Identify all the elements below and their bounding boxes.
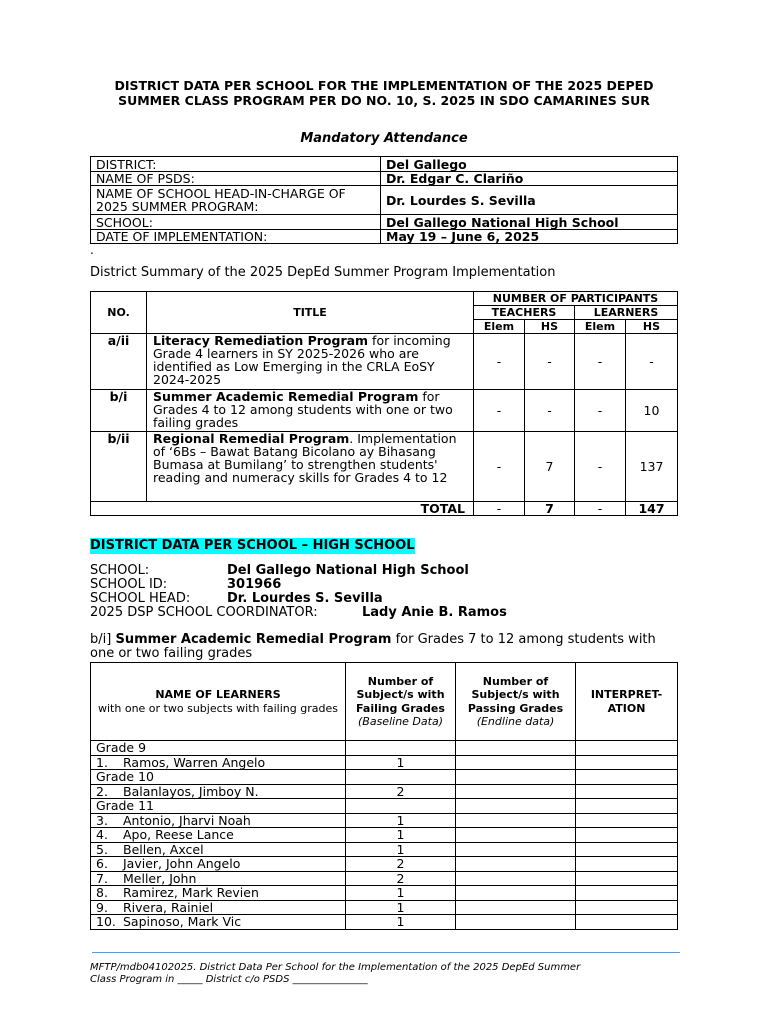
- col-header-teachers: TEACHERS: [474, 306, 575, 320]
- info-value: Dr. Edgar C. Clariño: [381, 172, 678, 186]
- info-label: DISTRICT:: [91, 157, 381, 172]
- teachers-elem: -: [474, 432, 525, 502]
- col-header-hs: HS: [525, 320, 575, 334]
- col-header-interpretation: [576, 663, 678, 741]
- school-id-label: SCHOOL ID:: [90, 577, 168, 592]
- failing-count: 1: [346, 886, 456, 901]
- failing-count: 1: [346, 915, 456, 930]
- failing-count: 2: [346, 857, 456, 872]
- empty-cell: [576, 741, 678, 756]
- learner-number: 5.: [96, 841, 108, 857]
- learner-number: 7.: [96, 870, 108, 886]
- interpretation-cell: [576, 900, 678, 915]
- teachers-elem: -: [474, 390, 525, 432]
- learner-number: 10.: [96, 914, 116, 929]
- table-row: [91, 432, 678, 502]
- learner-name: Meller, John: [123, 870, 197, 886]
- interpretation-cell: [576, 755, 678, 770]
- failing-count: 1: [346, 842, 456, 857]
- interpretation-cell: [576, 857, 678, 872]
- info-value: Dr. Lourdes S. Sevilla: [381, 186, 678, 215]
- total-teachers-elem: -: [474, 502, 525, 516]
- school-head-label: SCHOOL HEAD:: [90, 591, 191, 606]
- learner-number: 4.: [96, 827, 108, 842]
- footer-divider: [92, 952, 680, 953]
- table-row: [91, 172, 678, 186]
- col-header-passing: [456, 663, 576, 741]
- learner-number: 1.: [96, 754, 108, 770]
- passing-count: [456, 813, 576, 828]
- col-header-elem: Elem: [474, 320, 525, 334]
- empty-cell: [576, 799, 678, 814]
- document-subtitle: Mandatory Attendance: [300, 131, 468, 146]
- learner-name-cell: [91, 755, 346, 770]
- learner-name: Sapinoso, Mark Vic: [123, 914, 242, 929]
- school-id-value: 301966: [227, 577, 282, 592]
- learner-name: Apo, Reese Lance: [123, 827, 234, 842]
- program-title: [147, 390, 474, 432]
- failing-count: 1: [346, 828, 456, 843]
- school-head-value: Dr. Lourdes S. Sevilla: [227, 591, 383, 606]
- info-label: SCHOOL:: [91, 215, 381, 230]
- table-row: [91, 334, 678, 390]
- info-value: Del Gallego: [381, 157, 678, 172]
- learner-name-cell: [91, 886, 346, 901]
- table-row: [91, 215, 678, 230]
- learner-name: Javier, John Angelo: [123, 856, 241, 871]
- learner-row: [91, 900, 678, 915]
- learner-row: [91, 755, 678, 770]
- summary-heading: District Summary of the 2025 DepEd Summer Program Implementation: [90, 265, 556, 280]
- empty-cell: [346, 741, 456, 756]
- learners-elem: -: [575, 390, 626, 432]
- info-label: NAME OF SCHOOL HEAD-IN-CHARGE OF 2025 SUMMER PROGRAM:: [91, 186, 381, 215]
- learner-row: [91, 857, 678, 872]
- learners-elem: -: [575, 432, 626, 502]
- interpretation-cell: [576, 871, 678, 886]
- empty-cell: [456, 799, 576, 814]
- high-school-heading: DISTRICT DATA PER SCHOOL – HIGH SCHOOL: [90, 538, 415, 553]
- empty-cell: [576, 770, 678, 785]
- interpretation-cell: [576, 915, 678, 930]
- table-row: [91, 390, 678, 432]
- coordinator-value: Lady Anie B. Ramos: [362, 605, 507, 620]
- info-value: Del Gallego National High School: [381, 215, 678, 230]
- col-header-failing: [346, 663, 456, 741]
- table-row: [91, 292, 678, 306]
- interpretation-cell: [576, 784, 678, 799]
- program-title: [147, 334, 474, 390]
- learner-number: 9.: [96, 899, 108, 915]
- interpretation-cell: [576, 813, 678, 828]
- learner-row: [91, 813, 678, 828]
- grade-label: Grade 10: [91, 770, 346, 785]
- passing-count: [456, 886, 576, 901]
- empty-cell: [456, 741, 576, 756]
- row-number: b/i: [91, 390, 147, 432]
- learner-number: 3.: [96, 812, 108, 828]
- passing-count: [456, 784, 576, 799]
- learner-name-cell: [91, 828, 346, 843]
- failing-count: 1: [346, 813, 456, 828]
- col-header-participants: NUMBER OF PARTICIPANTS: [474, 292, 678, 306]
- interpretation-cell: [576, 828, 678, 843]
- total-label: TOTAL: [91, 502, 474, 516]
- grade-row: [91, 799, 678, 814]
- header-name-bold: NAME OF LEARNERS: [155, 688, 281, 701]
- learner-name: Bellen, Axcel: [123, 841, 204, 857]
- passing-count: [456, 871, 576, 886]
- learner-number: 2.: [96, 783, 108, 799]
- learners-table: [90, 662, 678, 930]
- row-number: a/ii: [91, 334, 147, 390]
- col-header-elem: Elem: [575, 320, 626, 334]
- table-row: [91, 230, 678, 244]
- program-name: Literacy Remediation Program: [153, 333, 369, 348]
- program-description: for incoming Grade 4 learners in SY 2025-2026 who are identified as Low Emerging in the CRLA EoSY 2024-2025: [153, 333, 451, 387]
- info-label: NAME OF PSDS:: [91, 172, 381, 186]
- learners-hs: 137: [626, 432, 678, 502]
- learner-row: [91, 828, 678, 843]
- grade-row: [91, 741, 678, 756]
- program-name: Summer Academic Remedial Program: [153, 389, 419, 404]
- stray-dot: .: [90, 243, 94, 257]
- program-title: [147, 432, 474, 502]
- header-failing-italic: (Baseline Data): [358, 715, 443, 728]
- school-value: Del Gallego National High School: [227, 563, 469, 578]
- learner-row: [91, 886, 678, 901]
- learner-name: Antonio, Jharvi Noah: [123, 812, 251, 828]
- summary-table: [90, 291, 678, 516]
- header-passing-italic: (Endline data): [476, 715, 555, 728]
- empty-cell: [346, 799, 456, 814]
- program-name: Regional Remedial Program: [153, 431, 350, 446]
- learners-hs: 10: [626, 390, 678, 432]
- info-value: May 19 – June 6, 2025: [381, 230, 678, 244]
- program-description-line: [90, 633, 678, 661]
- learner-row: [91, 784, 678, 799]
- interpretation-cell: [576, 886, 678, 901]
- program-name: Summer Academic Remedial Program: [115, 632, 392, 647]
- grade-row: [91, 770, 678, 785]
- learner-name: Rivera, Rainiel: [123, 899, 214, 915]
- table-row: [91, 157, 678, 172]
- info-label: DATE OF IMPLEMENTATION:: [91, 230, 381, 244]
- failing-count: 2: [346, 871, 456, 886]
- passing-count: [456, 828, 576, 843]
- coordinator-label: 2025 DSP SCHOOL COORDINATOR:: [90, 605, 318, 620]
- interpretation-cell: [576, 842, 678, 857]
- learners-elem: -: [575, 334, 626, 390]
- learner-name-cell: [91, 784, 346, 799]
- total-row: [91, 502, 678, 516]
- footer-line-1: MFTP/mdb04102025. District Data Per School for the Implementation of the 2025 DepEd Summer: [90, 962, 581, 973]
- passing-count: [456, 900, 576, 915]
- col-header-title: TITLE: [147, 292, 474, 334]
- learner-name-cell: [91, 900, 346, 915]
- learner-row: [91, 871, 678, 886]
- teachers-hs: -: [525, 390, 575, 432]
- school-row: [90, 563, 469, 578]
- learner-row: [91, 915, 678, 930]
- footer-note: [90, 962, 690, 986]
- learner-name-cell: [91, 871, 346, 886]
- total-learners-hs: 147: [626, 502, 678, 516]
- table-row: [91, 663, 678, 741]
- total-learners-elem: -: [575, 502, 626, 516]
- passing-count: [456, 857, 576, 872]
- grade-label: Grade 11: [91, 799, 346, 814]
- col-header-learners: LEARNERS: [575, 306, 678, 320]
- program-prefix: b/i]: [90, 632, 116, 647]
- row-number: b/ii: [91, 432, 147, 502]
- school-label: SCHOOL:: [90, 563, 150, 578]
- learner-name: Ramos, Warren Angelo: [123, 754, 266, 770]
- empty-cell: [456, 770, 576, 785]
- col-header-no: NO.: [91, 292, 147, 334]
- header-passing-bold: Number of Subject/s with Passing Grades: [467, 674, 564, 715]
- empty-cell: [346, 770, 456, 785]
- col-header-hs: HS: [626, 320, 678, 334]
- teachers-hs: -: [525, 334, 575, 390]
- program-rest: for Grades 7 to 12 among students with one or two failing grades: [90, 632, 656, 661]
- failing-count: 1: [346, 755, 456, 770]
- header-name-rest: with one or two subjects with failing grades: [98, 701, 338, 715]
- learner-name-cell: [91, 813, 346, 828]
- grade-label: Grade 9: [91, 741, 346, 756]
- footer-line-2: Class Program in _____ District c/o PSDS _______________: [90, 974, 368, 985]
- learner-row: [91, 842, 678, 857]
- school-head-row: [90, 591, 383, 606]
- failing-count: 2: [346, 784, 456, 799]
- learner-name-cell: [91, 842, 346, 857]
- school-info-table: [90, 156, 678, 244]
- passing-count: [456, 915, 576, 930]
- total-teachers-hs: 7: [525, 502, 575, 516]
- learner-name-cell: [91, 915, 346, 930]
- document-title: DISTRICT DATA PER SCHOOL FOR THE IMPLEMENTATION OF THE 2025 DEPED SUMMER CLASS PROGRAM PER DO NO. 10, S. 2025 IN SDO CAMARINES SUR: [114, 78, 654, 108]
- failing-count: 1: [346, 900, 456, 915]
- teachers-elem: -: [474, 334, 525, 390]
- learner-name-cell: [91, 857, 346, 872]
- learner-number: 8.: [96, 885, 108, 900]
- header-failing-bold: Number of Subject/s with Failing Grades: [356, 674, 445, 715]
- school-id-row: [90, 577, 282, 592]
- passing-count: [456, 755, 576, 770]
- program-description: for Grades 4 to 12 among students with one or two failing grades: [153, 389, 453, 430]
- learner-name: Balanlayos, Jimboy N.: [123, 783, 259, 799]
- table-row: [91, 186, 678, 215]
- passing-count: [456, 842, 576, 857]
- learner-rows: [91, 741, 678, 930]
- header-interpretation-bold: INTERPRET-ATION: [590, 688, 663, 715]
- learner-name: Ramirez, Mark Revien: [123, 885, 259, 900]
- learner-number: 6.: [96, 856, 108, 871]
- col-header-name: [91, 663, 346, 741]
- coordinator-row: [90, 605, 507, 620]
- learners-hs: -: [626, 334, 678, 390]
- teachers-hs: 7: [525, 432, 575, 502]
- program-description: . Implementation of ‘6Bs – Bawat Batang Bicolano ay Bihasang Bumasa at Bumilang’ to strengthen students' reading and numeracy skills for Grades 4 to 12: [153, 431, 457, 485]
